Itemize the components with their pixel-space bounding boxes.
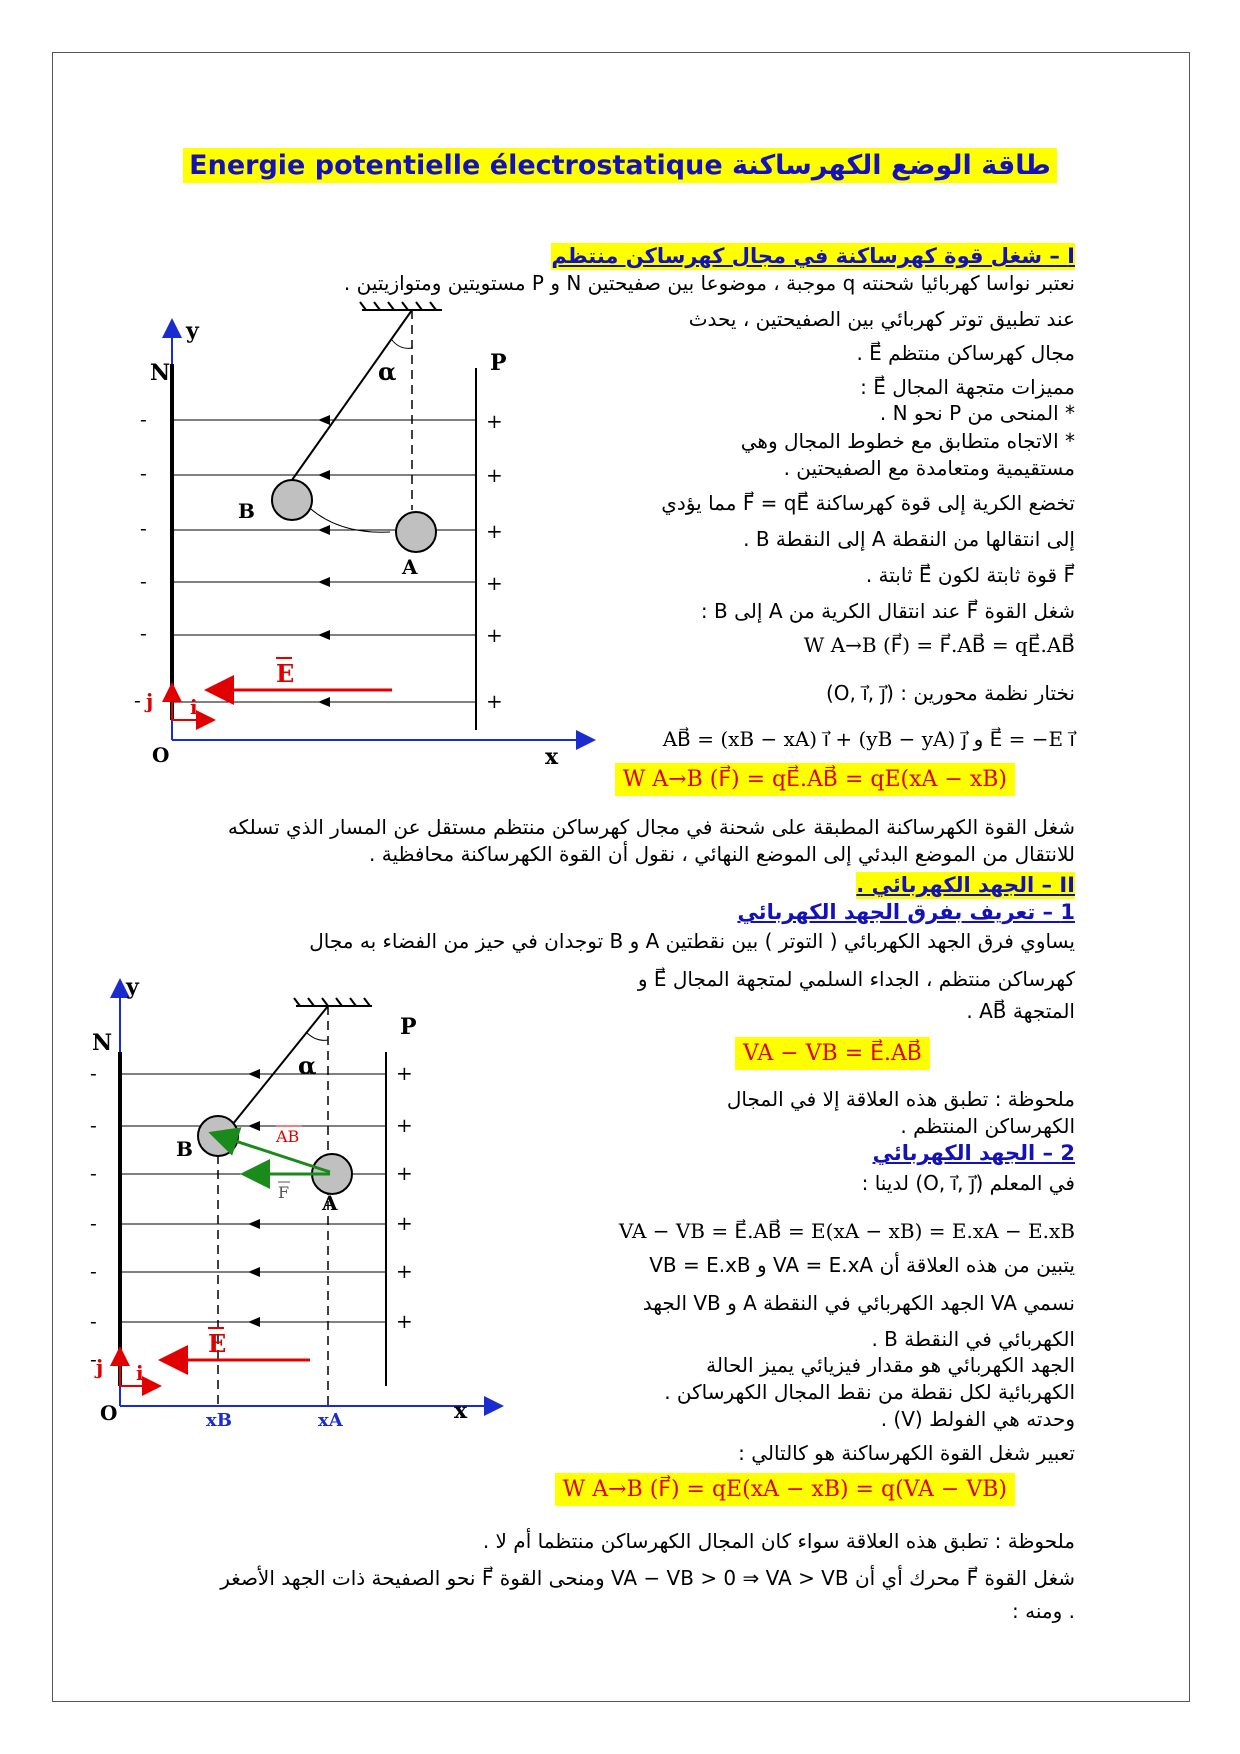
ball-A [396, 512, 436, 552]
s1-line-9: إلى انتقالها من النقطة A إلى النقطة B . [743, 527, 1075, 551]
s1-line-5: * المنحى من P نحو N . [879, 401, 1075, 425]
s1-line-2: عند تطبيق توتر كهربائي بين الصفيحتين ، يحدث [688, 307, 1075, 331]
label-A: A [402, 555, 418, 579]
minus-sign: - [90, 1211, 97, 1235]
minus-sign: - [140, 569, 147, 593]
minus-sign: - [140, 516, 147, 540]
s2-eq3: يتبين من هذه العلاقة أن VA = E.xA و VB = E.xB [649, 1253, 1075, 1277]
fig1-y-label: y [186, 318, 199, 344]
minus-sign: - [90, 1161, 97, 1185]
E-label: E [208, 1329, 227, 1358]
fig1-x-label: x [545, 744, 559, 770]
s2-result2: W A→B (F⃗) = qE(xA − xB) = q(VA − VB) [555, 1476, 1015, 1503]
s2-note1: ملحوظة : تطبق هذه العلاقة إلا في المجال الكهرساكن المنتظم . [726, 1087, 1075, 1138]
ball-B [272, 480, 312, 520]
i-label: i [136, 1361, 144, 1385]
figure-2 [90, 974, 570, 1431]
s1-line-4: مميزات متجهة المجال E⃗ : [860, 375, 1075, 399]
AB-label: AB [276, 1127, 300, 1146]
plus-sign: + [396, 1309, 413, 1333]
F-label: F [278, 1183, 290, 1202]
s1-result: W A→B (F⃗) = qE⃗.AB⃗ = qE(xA − xB) [615, 766, 1015, 793]
plus-sign: + [486, 689, 503, 713]
s2-desc: الجهد الكهربائي هو مقدار فيزيائي يميز الحالة الكهربائية لكل نقطة من نقط المجال الكهرساكن . وحدته هي الفولط (V) . [664, 1353, 1075, 1431]
s2-formula1: VA − VB = E⃗.AB⃗ [735, 1040, 930, 1067]
label-A: A [322, 1191, 338, 1215]
s1-line-7: مستقيمية ومتعامدة مع الصفيحتين . [783, 456, 1075, 480]
fig2-O-label: O [100, 1401, 118, 1425]
s1-line-1: نعتبر نواسا كهربائيا شحنته q موجبة ، موضوعا بين صفيحتين N و P مستويتين ومتوازيتين . [343, 271, 1075, 295]
plus-sign: + [486, 623, 503, 647]
section2-sub2: 2 – الجهد الكهربائي [872, 1141, 1075, 1165]
section1-heading: I – شغل قوة كهرساكنة في مجال كهرساكن منتظم [551, 244, 1075, 268]
s1-conclusion: شغل القوة الكهرساكنة المطبقة على شحنة في مجال كهرساكن منتظم مستقل عن المسار الذي تسلكه للانتقال من الموضع البدئي إلى الموضع النهائي ، نقول أن القوة الكهرساكنة محافظية . [227, 815, 1075, 866]
minus-sign: - [134, 688, 141, 712]
AB-vector [214, 1134, 330, 1172]
plus-sign: + [396, 1211, 413, 1235]
page-title: Energie potentielle électrostatique طاقة الوضع الكهرساكنة [0, 150, 1240, 181]
minus-sign: - [90, 1347, 97, 1371]
s1-frame-line: نختار نظمة محورين : (O, i⃗, j⃗) [825, 681, 1075, 705]
minus-sign: - [90, 1061, 97, 1085]
s2-note2: ملحوظة : تطبق هذه العلاقة سواء كان المجال الكهرساكن منتظما أم لا . [482, 1529, 1075, 1553]
s2-name-line2: الكهربائي في النقطة B . [871, 1327, 1075, 1351]
s2-last: شغل القوة F⃗ محرك أي أن VA − VB > 0 ⇒ VA > VB ومنحى القوة F⃗ نحو الصفيحة ذات الجهد الأصغر [220, 1566, 1075, 1590]
fig2-y-label: y [126, 974, 139, 1000]
ceiling [294, 998, 372, 1006]
fig1-N-label: N [150, 360, 171, 386]
s2-expr: تعبير شغل القوة الكهرساكنة هو كالتالي : [738, 1441, 1075, 1465]
s2-name-line: نسمي VA الجهد الكهربائي في النقطة A و VB الجهد [642, 1291, 1075, 1315]
field-arrows [248, 1069, 260, 1327]
E-label: E [276, 659, 295, 688]
j-label: j [146, 689, 154, 713]
s2-def2: كهرساكن منتظم ، الجداء السلمي لمتجهة المجال E⃗ و [637, 967, 1075, 991]
s2-def3: المتجهة AB⃗ . [966, 999, 1075, 1023]
s1-line-6: * الاتجاه متطابق مع خطوط المجال وهي [740, 429, 1075, 453]
plus-sign: + [396, 1161, 413, 1185]
fig1-P-label: P [490, 350, 507, 376]
label-B: B [176, 1137, 193, 1161]
angle-arc [306, 1032, 328, 1040]
minus-sign: - [140, 621, 147, 645]
alpha-label: α [378, 357, 397, 386]
xB-label: xB [206, 1410, 232, 1431]
figure-1 [130, 310, 600, 770]
s1-line-11: شغل القوة F⃗ عند انتقال الكرية من A إلى B : [700, 599, 1075, 623]
i-label: i [190, 695, 198, 719]
plus-sign: + [486, 519, 503, 543]
s1-line-8: تخضع الكرية إلى قوة كهرساكنة F⃗ = qE⃗ مما يؤدي [661, 491, 1075, 515]
s2-last2: . ومنه : [1012, 1599, 1075, 1623]
s2-eq2: VA − VB = E⃗.AB⃗ = E(xA − xB) = E.xA − E.xB [618, 1219, 1075, 1243]
field-arrows [318, 415, 330, 707]
s1-work-formula: W A→B (F⃗) = F⃗.AB⃗ = qE⃗.AB⃗ [803, 633, 1075, 657]
xA-label: xA [318, 1410, 343, 1431]
section2-sub1: 1 – تعريف بفرق الجهد الكهربائي [737, 900, 1075, 924]
angle-arc [392, 340, 412, 348]
fig1-O-label: O [152, 743, 170, 767]
field-lines [172, 420, 476, 702]
plus-sign: + [486, 571, 503, 595]
alpha-label: α [298, 1051, 317, 1080]
s2-frame-line: في المعلم (O, i⃗, j⃗) لدينا : [861, 1171, 1075, 1195]
plus-sign: + [396, 1113, 413, 1137]
minus-sign: - [140, 407, 147, 431]
s1-line-3: مجال كهرساكن منتظم E⃗ . [856, 341, 1075, 365]
minus-sign: - [140, 461, 147, 485]
label-B: B [238, 499, 255, 523]
fig2-P-label: P [400, 1014, 417, 1040]
minus-sign: - [90, 1113, 97, 1137]
fig2-x-label: x [454, 1398, 468, 1424]
minus-sign: - [90, 1259, 97, 1283]
s2-def: يساوي فرق الجهد الكهربائي ( التوتر ) بين نقطتين A و B توجدان في حيز من الفضاء به مجال [309, 929, 1075, 953]
pendulum-string [292, 310, 412, 480]
plus-sign: + [396, 1259, 413, 1283]
minus-sign: - [90, 1309, 97, 1333]
s1-vectors-line: AB⃗ = (xB − xA) i⃗ + (yB − yA) j⃗ و E⃗ = −E i⃗ [662, 727, 1075, 751]
plus-sign: + [396, 1061, 413, 1085]
fig2-N-label: N [92, 1030, 113, 1056]
field-lines [120, 1074, 386, 1322]
s1-line-10: F⃗ قوة ثابتة لكون E⃗ ثابتة . [865, 563, 1075, 587]
plus-sign: + [486, 409, 503, 433]
section2-heading: II – الجهد الكهربائي . [856, 873, 1075, 897]
j-label: j [96, 1355, 104, 1379]
plus-sign: + [486, 463, 503, 487]
